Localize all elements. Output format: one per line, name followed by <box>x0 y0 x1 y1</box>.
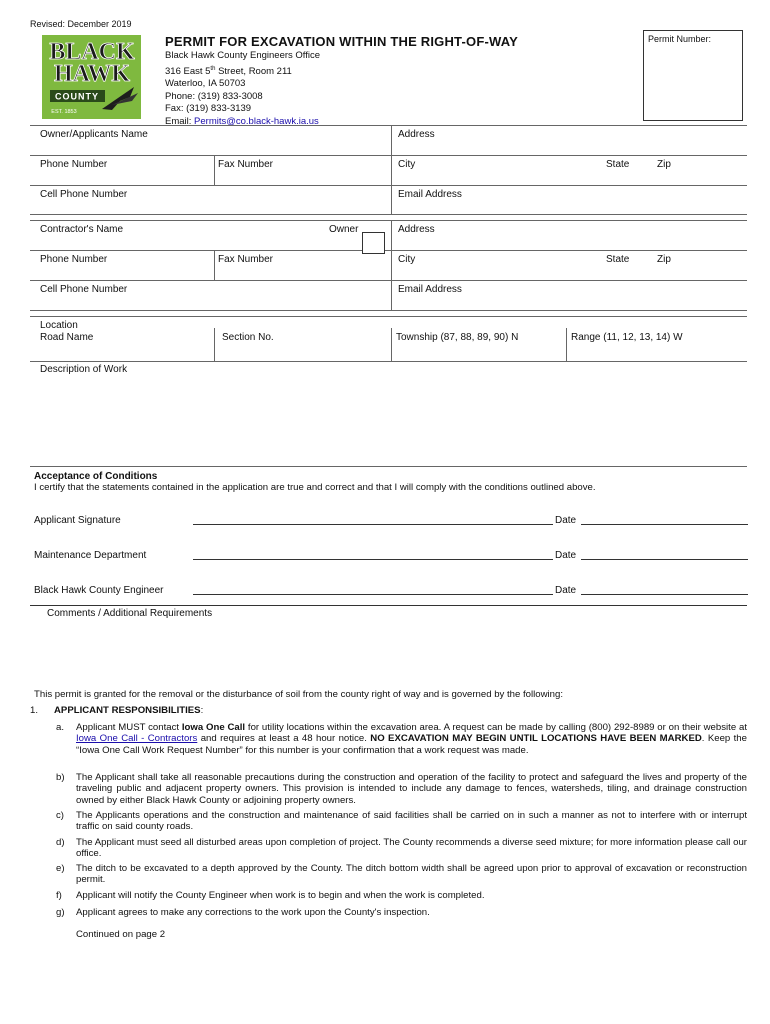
contractor-name-label: Contractor's Name <box>40 224 124 235</box>
comments-label: Comments / Additional Requirements <box>47 608 213 619</box>
owner-phone-label: Phone Number <box>40 159 108 170</box>
owner-city-label: City <box>398 159 416 170</box>
section-number: 1. <box>30 705 39 716</box>
item-d-text: The Applicant must seed all disturbed areas upon completion of project. The County recommends a diverse seed mixture; for more information please call our office. <box>76 837 747 860</box>
contractor-phone-label: Phone Number <box>40 254 108 265</box>
office-name: Black Hawk County Engineers Office <box>165 50 321 61</box>
applicant-signature-line[interactable] <box>193 524 553 525</box>
contractor-city-label: City <box>398 254 416 265</box>
office-email-link[interactable]: Permits@co.black-hawk.ia.us <box>194 115 319 127</box>
item-c-text: The Applicants operations and the construction and maintenance of said facilities shall be carried on in such a manner as not to interfere with or interrupt traffic on said county roads. <box>76 810 747 833</box>
section-title: APPLICANT RESPONSIBILITIES: <box>54 705 204 716</box>
permit-number-label: Permit Number: <box>648 34 712 44</box>
item-a-label: a. <box>56 722 65 733</box>
item-e-text: The ditch to be excavated to a depth approved by the County. The ditch bottom width shall be agreed upon prior to approval of excavation or reconstruction permit. <box>76 863 747 886</box>
engineer-date-line[interactable] <box>581 594 748 595</box>
office-address: 316 East 5th Street, Room 211 <box>165 65 292 77</box>
item-d-label: d) <box>56 837 65 848</box>
owner-state-label: State <box>606 159 630 170</box>
owner-name-label: Owner/Applicants Name <box>40 129 148 140</box>
owner-fax-label: Fax Number <box>218 159 274 170</box>
item-b-text: The Applicant shall take all reasonable precautions during the construction and operation of the facility to protect and safeguard the lives and property of the traveling public and adjacent property owners. This provision is intended to include any damage to fences, watersheds, tiling, and drainage construction owned by either Black Hawk County or adjoining property owners. <box>76 772 747 806</box>
engineer-signature-line[interactable] <box>193 594 553 595</box>
applicant-date-label: Date <box>555 515 577 526</box>
item-f-text: Applicant will notify the County Engineer when work is to begin and when the work is completed. <box>76 890 485 901</box>
contractor-zip-label: Zip <box>657 254 671 265</box>
terms-intro: This permit is granted for the removal or the disturbance of soil from the county right of way and is governed by the following: <box>34 689 563 700</box>
logo-text-black: BLACK <box>49 39 135 65</box>
contractor-fax-label: Fax Number <box>218 254 274 265</box>
owner-checkbox[interactable] <box>362 232 385 254</box>
contractor-cell-label: Cell Phone Number <box>40 284 128 295</box>
item-e-label: e) <box>56 863 65 874</box>
maintenance-date-line[interactable] <box>581 559 748 560</box>
location-label: Location <box>40 320 78 331</box>
item-g-label: g) <box>56 907 65 918</box>
revised-date: Revised: December 2019 <box>30 19 132 29</box>
description-label: Description of Work <box>40 364 128 375</box>
description-field[interactable] <box>30 378 747 464</box>
item-c-label: c) <box>56 810 64 821</box>
hawk-logo-icon <box>42 35 141 119</box>
owner-email-label: Email Address <box>398 189 462 200</box>
county-logo <box>42 35 141 119</box>
owner-checkbox-label: Owner <box>329 224 359 235</box>
logo-text-hawk: HAWK <box>53 61 131 87</box>
applicant-signature-label: Applicant Signature <box>34 515 121 526</box>
acceptance-heading: Acceptance of Conditions <box>34 471 158 482</box>
item-b-label: b) <box>56 772 65 783</box>
contractor-email-label: Email Address <box>398 284 462 295</box>
page-title: PERMIT FOR EXCAVATION WITHIN THE RIGHT-OF-WAY <box>165 34 519 49</box>
section-label: Section No. <box>222 332 274 343</box>
contractor-address-label: Address <box>398 224 435 235</box>
logo-text-county: COUNTY <box>55 91 99 102</box>
item-g-text: Applicant agrees to make any corrections to the work upon the County's inspection. <box>76 907 430 918</box>
office-phone: Phone: (319) 833-3008 <box>165 90 263 102</box>
engineer-label: Black Hawk County Engineer <box>34 585 164 596</box>
owner-cell-label: Cell Phone Number <box>40 189 128 200</box>
applicant-date-line[interactable] <box>581 524 748 525</box>
office-city: Waterloo, IA 50703 <box>165 78 246 90</box>
road-name-label: Road Name <box>40 332 94 343</box>
comments-field[interactable] <box>30 622 747 680</box>
iowa-one-call-link[interactable]: Iowa One Call - Contractors <box>76 733 198 745</box>
maintenance-date-label: Date <box>555 550 577 561</box>
continued-note: Continued on page 2 <box>76 929 166 940</box>
office-fax: Fax: (319) 833-3139 <box>165 103 252 115</box>
maintenance-signature-line[interactable] <box>193 559 553 560</box>
contractor-state-label: State <box>606 254 630 265</box>
maintenance-label: Maintenance Department <box>34 550 147 561</box>
permit-number-box[interactable] <box>643 30 743 121</box>
item-a-text: Applicant MUST contact Iowa One Call for utility locations within the excavation area. A request can be made by calling (800) 292-8989 or on their website at Iowa One Call - Contractors and requires at least a 48 hour notice. NO EXCAVATION MAY BEGIN UNTIL LOCATIONS HAVE BEEN MARKED. Keep the “Iowa One Call Work Request Number” for this number is your confirmation that a work request was made. <box>76 722 747 756</box>
office-info <box>165 50 320 128</box>
logo-text-est: EST. 1853 <box>51 109 77 115</box>
owner-zip-label: Zip <box>657 159 671 170</box>
acceptance-text: I certify that the statements contained in the application are true and correct and that I will comply with the conditions outlined above. <box>34 482 596 493</box>
owner-address-label: Address <box>398 129 435 140</box>
office-email-row: Email: Permits@co.black-hawk.ia.us <box>165 115 319 127</box>
township-label: Township (87, 88, 89, 90) N <box>396 332 519 343</box>
engineer-date-label: Date <box>555 585 577 596</box>
item-f-label: f) <box>56 890 62 901</box>
range-label: Range (11, 12, 13, 14) W <box>571 332 683 343</box>
